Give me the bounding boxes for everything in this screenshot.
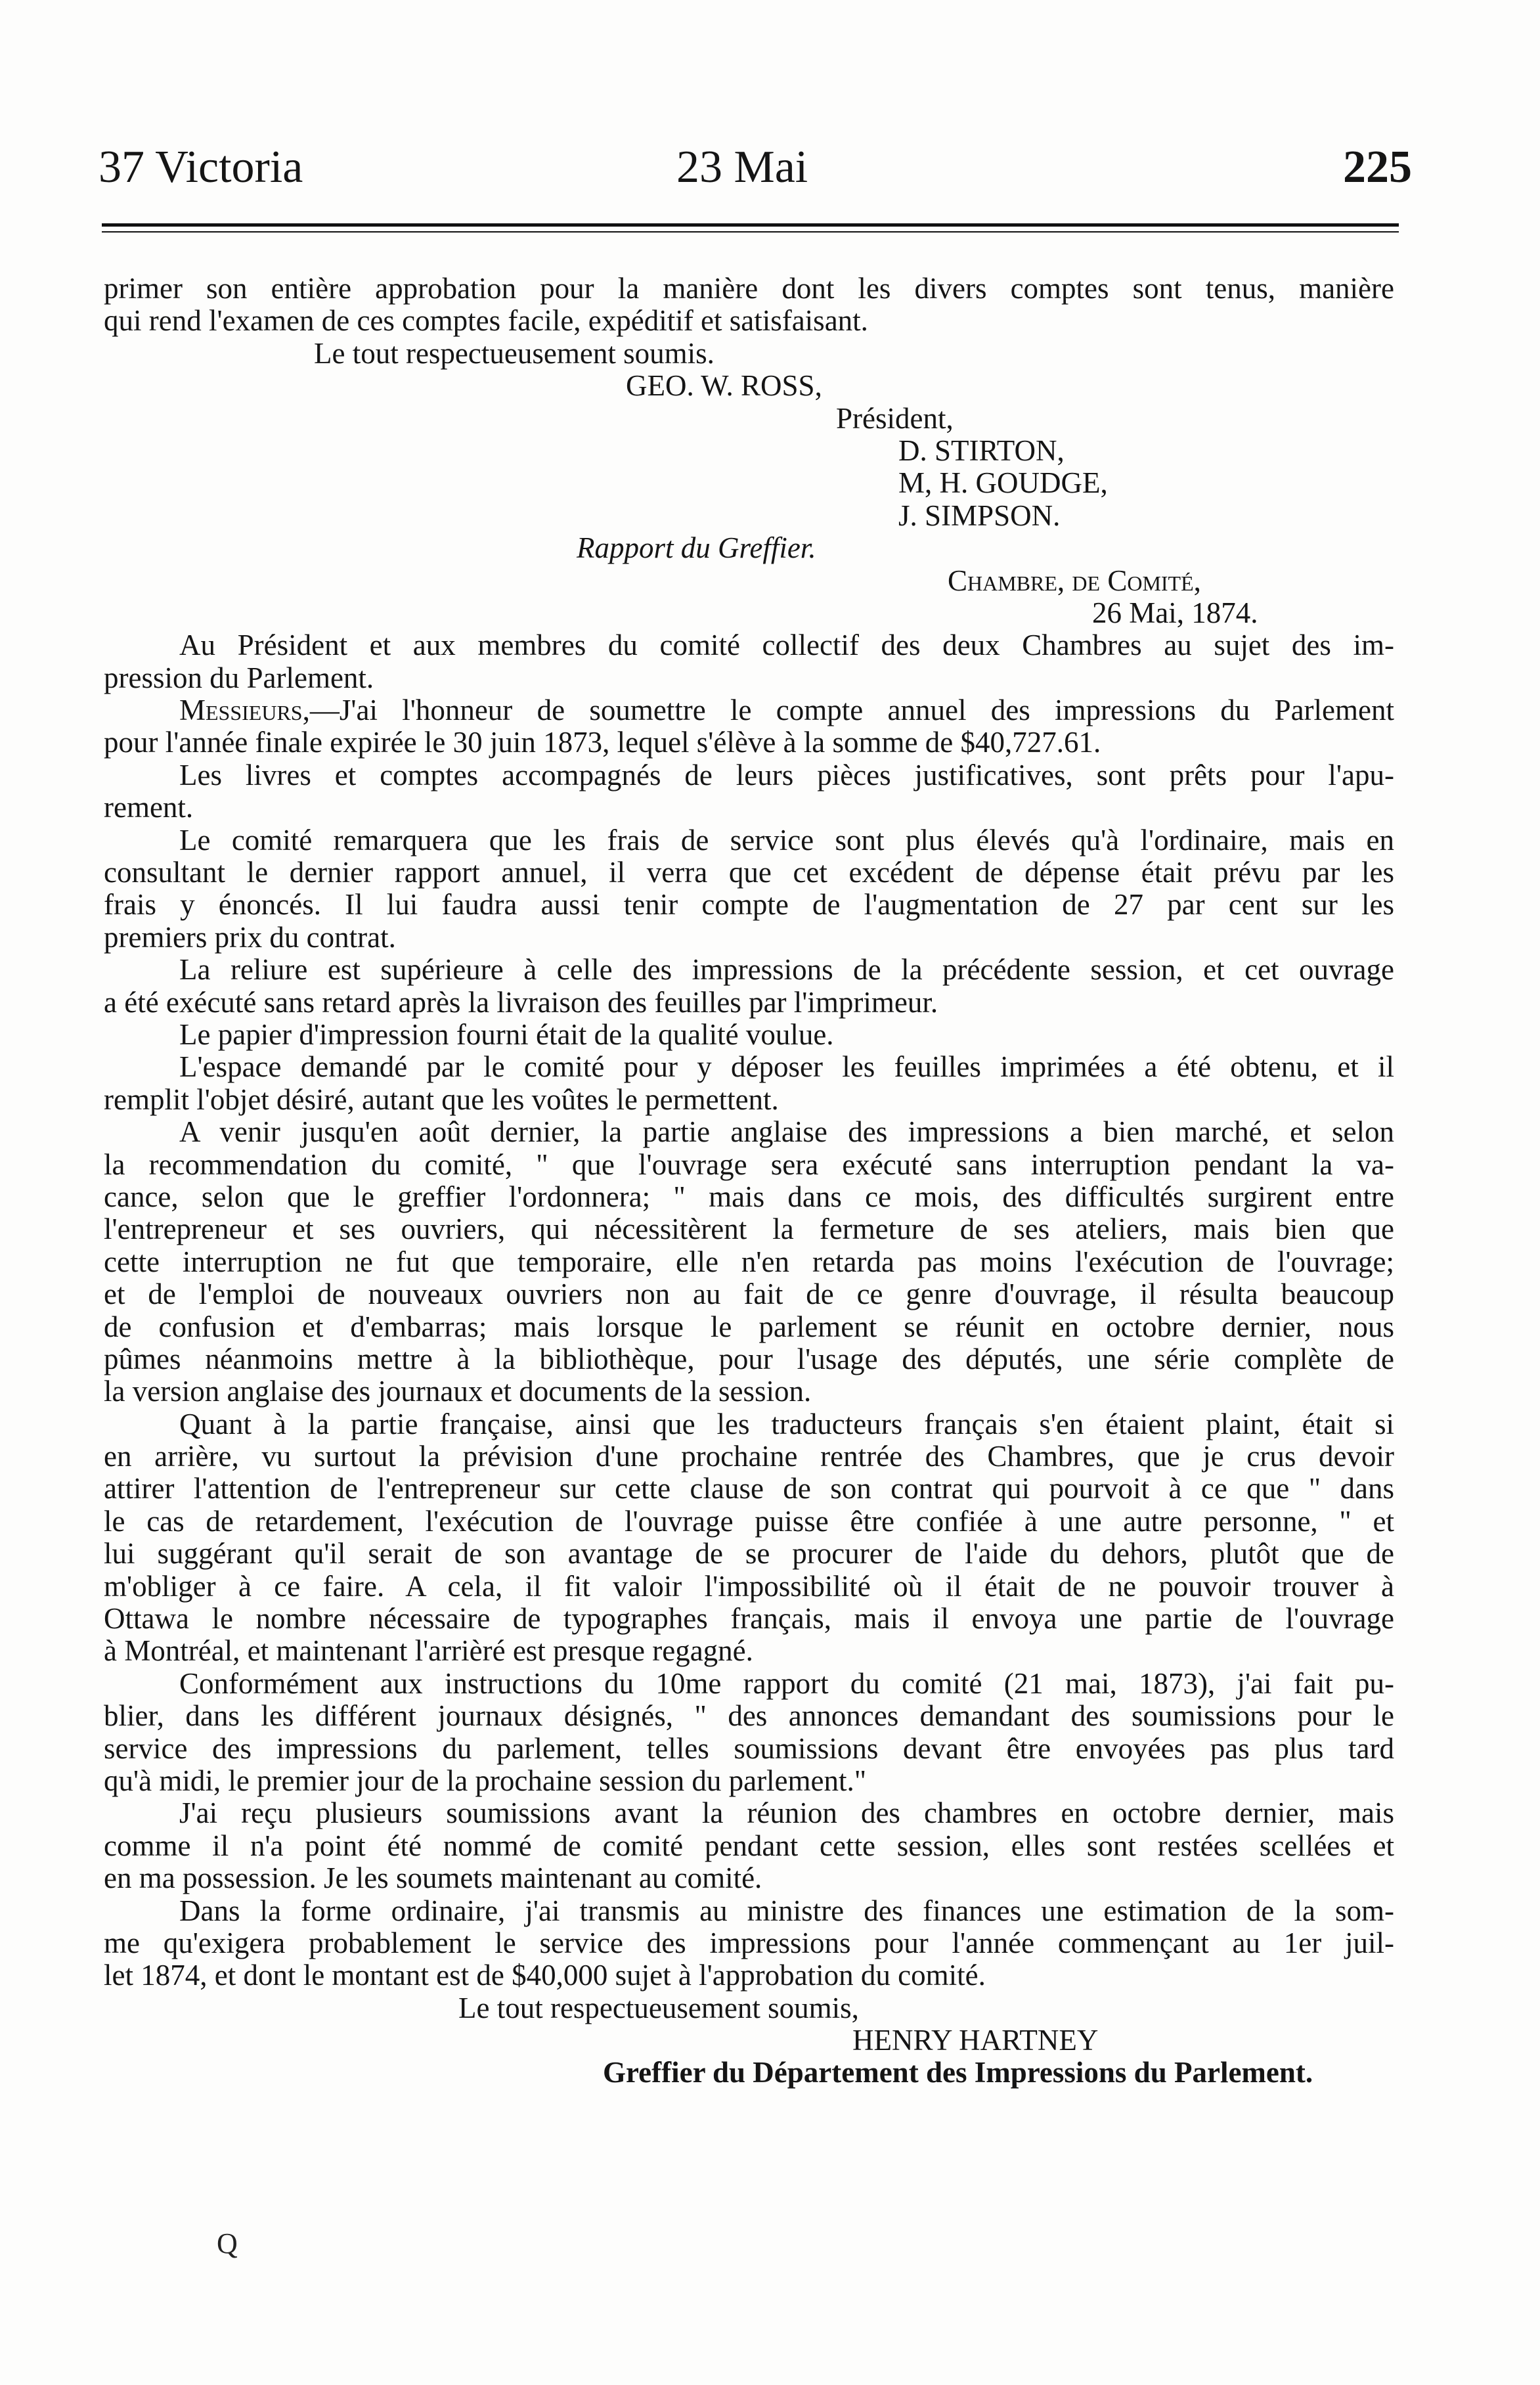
paragraph-line: J'ai reçu plusieurs soumissions avant la réunion des chambres en octobre dernier, mais (179, 1797, 1394, 1830)
paragraph-line: attirer l'attention de l'entrepreneur sur cette clause de son contrat qui pourvoit à ce que " dans (104, 1473, 1394, 1505)
report-closing: Le tout respectueusement soumis, (458, 1991, 859, 2024)
paragraph-line: l'entrepreneur et ses ouvriers, qui nécessitèrent la fermeture de ses ateliers, mais bien que (104, 1213, 1394, 1246)
committee-member: J. SIMPSON. (898, 499, 1061, 532)
page-number: 225 (1343, 142, 1412, 192)
paragraph-line: La reliure est supérieure à celle des impressions de la précédente session, et cet ouvrage (179, 954, 1394, 987)
signatory-title: Greffier du Département des Impressions du Parlement. (603, 2056, 1313, 2089)
paragraph-line: la version anglaise des journaux et documents de la session. (104, 1375, 812, 1408)
header-rule-thick (102, 223, 1399, 227)
paragraph-line: frais y énoncés. Il lui faudra aussi tenir compte de l'augmentation de 27 par cent sur les (104, 889, 1394, 922)
page-body (104, 273, 1394, 2089)
text-line: qui rend l'examen de ces comptes facile, expéditif et satisfaisant. (104, 304, 868, 338)
paragraph-line: Conformément aux instructions du 10me rapport du comité (21 mai, 1873), j'ai fait pu- (179, 1667, 1394, 1700)
header-rule-thin (102, 231, 1399, 233)
signatory-name: GEO. W. ROSS, (626, 369, 822, 403)
paragraph-line: Ottawa le nombre nécessaire de typographes français, mais il envoya une partie de l'ouvrage (104, 1603, 1394, 1636)
paragraph-line: en ma possession. Je les soumets maintenant au comité. (104, 1861, 762, 1895)
paragraph-line: pour l'année finale expirée le 30 juin 1873, lequel s'élève à la somme de $40,727.61. (104, 726, 1101, 759)
section-heading: Rapport du Greffier. (577, 531, 816, 565)
paragraph-line: L'espace demandé par le comité pour y déposer les feuilles imprimées a été obtenu, et il (179, 1051, 1394, 1084)
paragraph-line: Les livres et comptes accompagnés de leurs pièces justificatives, sont prêts pour l'apu- (179, 759, 1394, 791)
paragraph-line: consultant le dernier rapport annuel, il verra que cet excédent de dépense était prévu par les (104, 857, 1394, 889)
paragraph-line: cette interruption ne fut que temporaire, elle n'en retarda pas moins l'exécution de l'ouvrage; (104, 1245, 1394, 1278)
paragraph-line: la recommendation du comité, " que l'ouvrage sera exécuté sans interruption pendant la va- (104, 1148, 1394, 1181)
paragraph-line: à Montréal, et maintenant l'arrièré est presque regagné. (104, 1634, 753, 1668)
paragraph-line: blier, dans les différent journaux désignés, " des annonces demandant des soumissions pour le (104, 1700, 1394, 1733)
signatory-name: HENRY HARTNEY (852, 2024, 1099, 2057)
paragraph-line: Le comité remarquera que les frais de service sont plus élevés qu'à l'ordinaire, mais en (179, 824, 1394, 857)
paragraph-line: de confusion et d'embarras; mais lorsque le parlement se réunit en octobre dernier, nous (104, 1310, 1394, 1343)
paragraph-line: remplit l'objet désiré, autant que les voûtes le permettent. (104, 1082, 779, 1116)
paragraph-line: comme il n'a point été nommé de comité pendant cette session, elles sont restées scellées et (104, 1829, 1394, 1862)
paragraph-line: en arrière, vu surtout la prévision d'une prochaine rentrée des Chambres, que je crus devoir (104, 1440, 1394, 1473)
paragraph-line (104, 694, 1394, 726)
paragraph-line: service des impressions du parlement, telles soumissions devant être envoyées pas plus tard (104, 1732, 1394, 1765)
paragraph-line: qu'à midi, le premier jour de la prochaine session du parlement." (104, 1764, 867, 1797)
paragraph-line: et de l'emploi de nouveaux ouvriers non au fait de ce genre d'ouvrage, il résulta beaucoup (104, 1278, 1394, 1311)
paragraph-line: Dans la forme ordinaire, j'ai transmis au ministre des finances une estimation de la som- (179, 1894, 1394, 1927)
paragraph-line: m'obliger à ce faire. A cela, il fit valoir l'impossibilité où il était de ne pouvoir trouver à (104, 1570, 1394, 1603)
committee-member: M, H. GOUDGE, (898, 466, 1108, 500)
paragraph-line: lui suggérant qu'il serait de son avantage de se procurer de l'aide du dehors, plutôt que de (104, 1538, 1394, 1571)
paragraph-line: premiers prix du contrat. (104, 920, 396, 954)
paragraph-text: —J'ai l'honneur de soumettre le compte annuel des impressions du Parlement (309, 694, 1394, 727)
report-closing: Le tout respectueusement soumis. (314, 336, 715, 370)
paragraph-line: A venir jusqu'en août dernier, la partie anglaise des impressions a bien marché, et selon (179, 1116, 1394, 1149)
paragraph-line: cance, selon que le greffier l'ordonnera; " mais dans ce mois, des difficultés surgirent entre (104, 1180, 1394, 1213)
address-line: pression du Parlement. (104, 661, 374, 694)
report-place: Chambre, de Comité, (948, 564, 1201, 597)
report-date: 26 Mai, 1874. (1092, 596, 1258, 629)
paragraph-line: let 1874, et dont le montant est de $40,000 sujet à l'approbation du comité. (104, 1959, 986, 1992)
paragraph-line: me qu'exigera probablement le service des impressions pour l'année commençant au 1er juil- (104, 1927, 1394, 1959)
committee-member: D. STIRTON, (898, 434, 1065, 467)
page-mark: Q (217, 2227, 238, 2260)
paragraph-line: Le papier d'impression fourni était de la qualité voulue. (179, 1017, 834, 1051)
paragraph-line: rement. (104, 791, 194, 824)
signatory-title: Président, (836, 401, 954, 435)
header-session: 37 Victoria (99, 142, 303, 192)
paragraph-line: Quant à la partie française, ainsi que les traducteurs français s'en étaient plaint, était si (179, 1408, 1394, 1440)
paragraph-line: pûmes néanmoins mettre à la bibliothèque, pour l'usage des députés, une série complète de (104, 1343, 1394, 1375)
text-line: primer son entière approbation pour la manière dont les divers comptes sont tenus, manière (104, 273, 1394, 305)
running-header (99, 138, 1412, 197)
header-date: 23 Mai (676, 142, 808, 192)
salutation: Messieurs, (179, 694, 310, 727)
paragraph-line: a été exécuté sans retard après la livraison des feuilles par l'imprimeur. (104, 985, 938, 1019)
address-line: Au Président et aux membres du comité collectif des deux Chambres au sujet des im- (179, 629, 1394, 662)
paragraph-line: le cas de retardement, l'exécution de l'ouvrage puisse être confiée à une autre personne, " et (104, 1505, 1394, 1538)
